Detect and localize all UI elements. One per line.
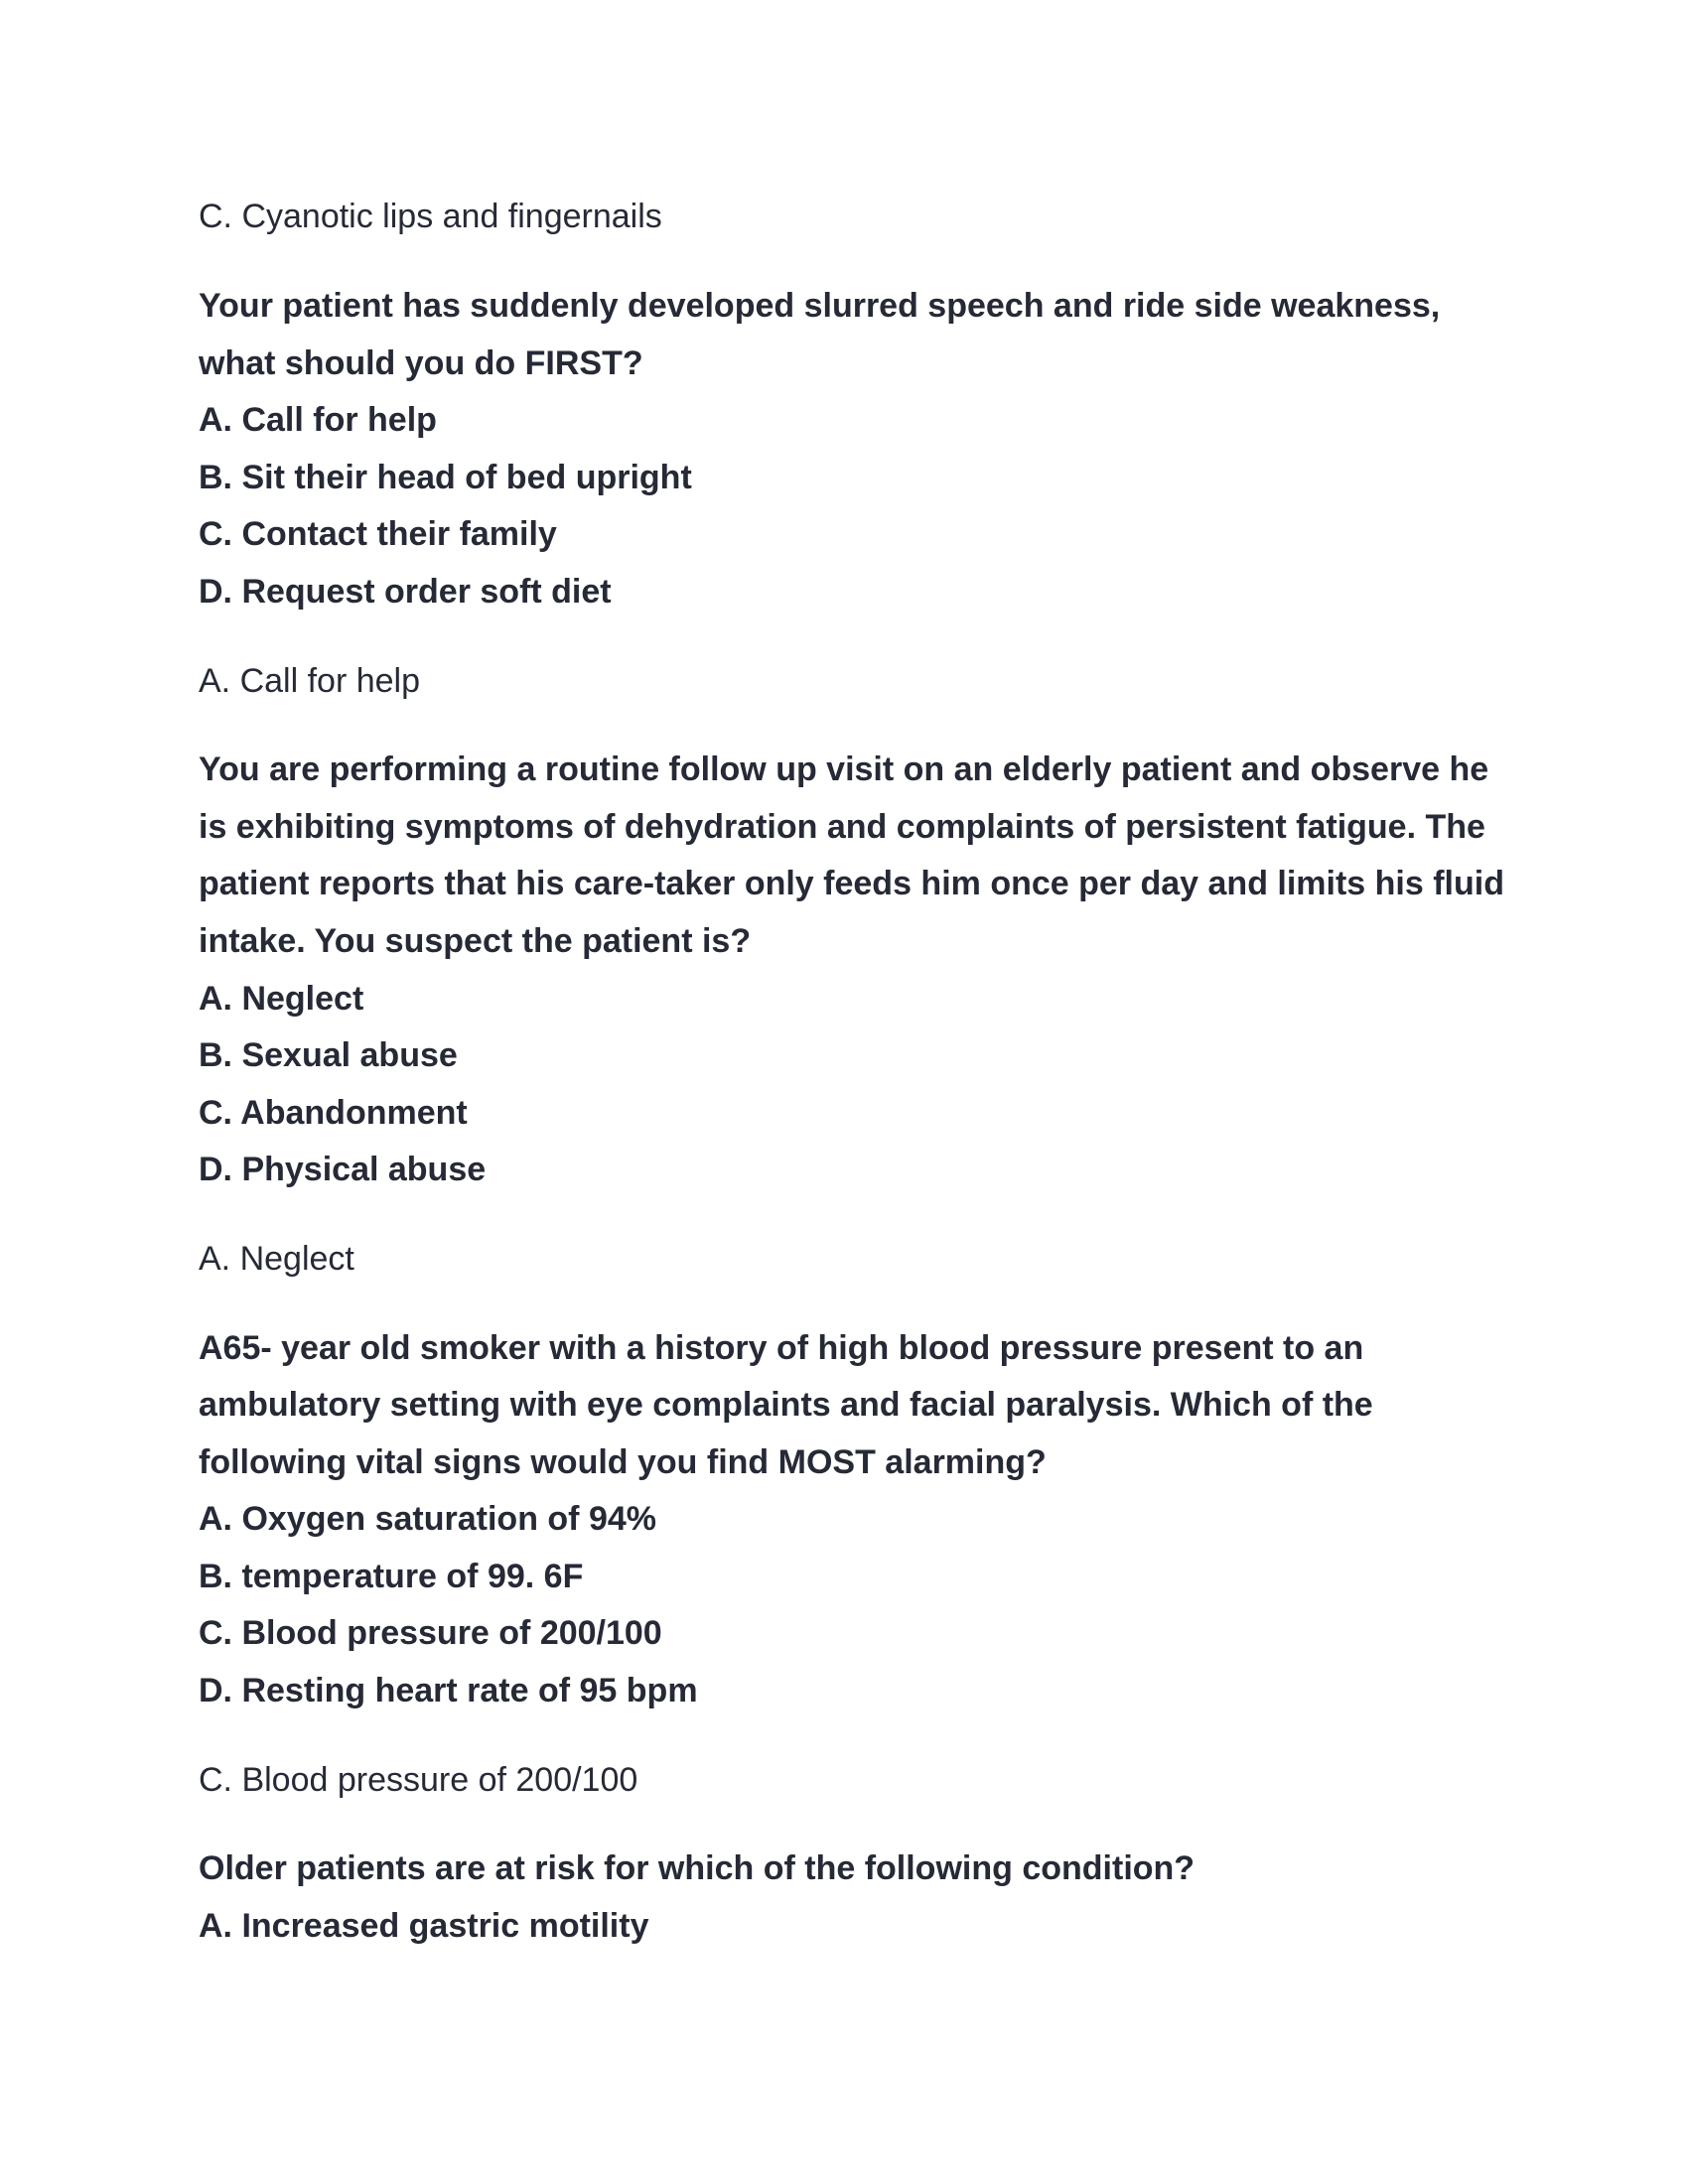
answer-line: A. Neglect (199, 1240, 354, 1278)
option-d: D. Request order soft diet (199, 573, 612, 611)
document-page (199, 0, 1504, 2184)
question-text: patient reports that his care-taker only feeds him once per day and limits his fluid (199, 865, 1504, 902)
option-b: B. Sexual abuse (199, 1036, 458, 1074)
answer-line: C. Blood pressure of 200/100 (199, 1761, 638, 1799)
option-a: A. Neglect (199, 980, 364, 1018)
question-text: Older patients are at risk for which of the following condition? (199, 1849, 1196, 1887)
option-a: A. Call for help (199, 401, 437, 439)
option-c: C. Abandonment (199, 1094, 468, 1132)
question-text: what should you do FIRST? (199, 344, 643, 382)
question-text: You are performing a routine follow up visit on an elderly patient and observe he (199, 751, 1489, 788)
question-text: Your patient has suddenly developed slurred speech and ride side weakness, (199, 287, 1441, 325)
option-c: C. Contact their family (199, 515, 557, 553)
option-a: A. Oxygen saturation of 94% (199, 1500, 656, 1538)
answer-line: A. Call for help (199, 662, 420, 700)
question-text: following vital signs would you find MOST alarming? (199, 1443, 1047, 1481)
question-text: A65- year old smoker with a history of high blood pressure present to an (199, 1329, 1364, 1367)
option-a: A. Increased gastric motility (199, 1907, 649, 1945)
question-text: ambulatory setting with eye complaints and facial paralysis. Which of the (199, 1386, 1373, 1424)
answer-line: C. Cyanotic lips and fingernails (199, 198, 662, 235)
option-d: D. Physical abuse (199, 1151, 487, 1188)
option-c: C. Blood pressure of 200/100 (199, 1614, 662, 1652)
option-b: B. temperature of 99. 6F (199, 1558, 584, 1595)
question-text: is exhibiting symptoms of dehydration and complaints of persistent fatigue. The (199, 808, 1485, 846)
option-b: B. Sit their head of bed upright (199, 459, 692, 496)
question-text: intake. You suspect the patient is? (199, 922, 752, 960)
option-d: D. Resting heart rate of 95 bpm (199, 1672, 698, 1709)
